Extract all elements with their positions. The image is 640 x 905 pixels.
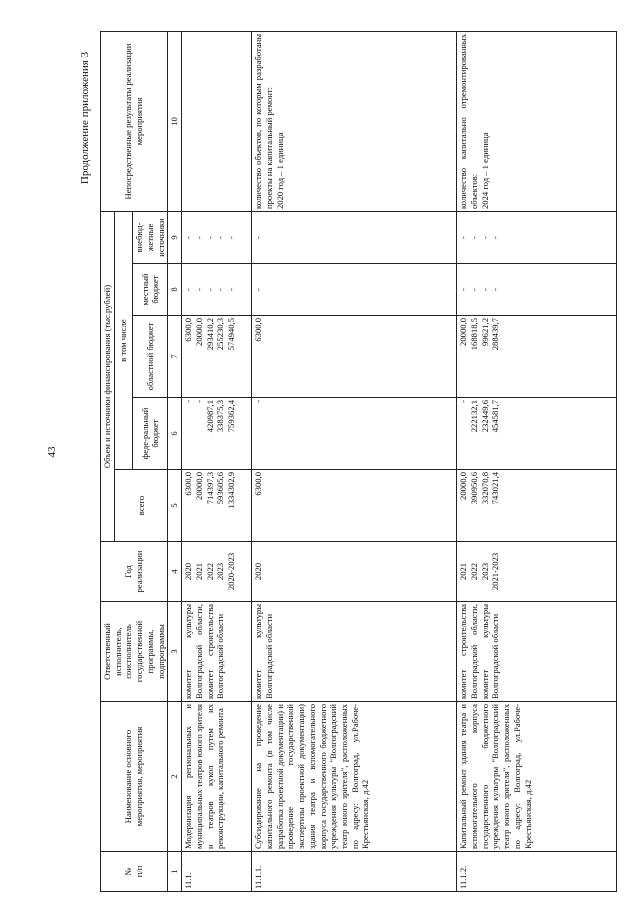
direct-results (182, 31, 252, 211)
implementation-years-value: 2021-2023 (490, 552, 501, 591)
funding-federal-value: 759362,4 (226, 400, 237, 433)
funding-total-value: 6300,0 (183, 472, 194, 496)
header-funding: Объем и источники финансирования (тыс.рублей) (101, 211, 115, 541)
implementation-years-value: 2021 (458, 562, 469, 581)
row-number: 11.1. (182, 852, 252, 892)
funding-local (252, 264, 457, 316)
funding-total-value: 1334302,9 (226, 472, 237, 509)
implementation-years-value: 2020 (183, 562, 194, 581)
funding-extra-value: - (193, 236, 204, 239)
header-executor: Ответственный исполнитель, соисполнитель государственной программы, подпрограммы (101, 602, 168, 702)
funding-total-value: 593605,6 (215, 472, 226, 505)
column-number-row (168, 31, 182, 891)
column-number-7: 7 (168, 316, 182, 398)
funding-extra-value: - (183, 236, 194, 239)
row-number: 11.1.2. (457, 852, 617, 892)
column-number-3: 3 (168, 602, 182, 702)
header-extra: внебюд-жетные источники (133, 211, 168, 263)
funding-federal-value: 338375,3 (215, 400, 226, 433)
funding-total-value: 743021,4 (490, 472, 501, 505)
implementation-years (252, 542, 457, 602)
column-number-9: 9 (168, 211, 182, 263)
funding-federal-value: 232449,6 (479, 400, 490, 433)
funding-total-value: 20000,0 (458, 472, 469, 500)
funding-regional-value: 6300,0 (253, 318, 264, 342)
funding-extra-value: - (479, 236, 490, 239)
table-row (457, 31, 617, 891)
financing-table (100, 31, 617, 892)
funding-regional-value: 168818,5 (468, 318, 479, 351)
funding-federal (252, 398, 457, 470)
responsible-executor: комитет культуры Волгоградской области, комитет строительства Волгоградской области (182, 602, 252, 702)
header-federal: феде-ральный бюджет (133, 398, 168, 470)
direct-results: количество капитально отремонтированных объектов: 2024 год – 1 единица (457, 31, 617, 211)
funding-federal-value: - (183, 400, 194, 403)
funding-regional-value: 20000,0 (193, 318, 204, 346)
funding-extra (252, 211, 457, 263)
column-number-6: 6 (168, 398, 182, 470)
funding-local-value: - (193, 288, 204, 291)
funding-total-value: 714397,3 (204, 472, 215, 505)
funding-federal-value: - (253, 400, 264, 403)
implementation-years-value: 2022 (204, 562, 215, 581)
measure-name: Субсидирование на проведение капитального ремонта (в том числе разработка проектной документации) и проведение государственной экспертизы проектной документации) здания театра и вспомогательного корпуса государственного бюджетного учреждения культуры "Волгоградский театр юного зрителя", расположенных по адресу: Волгоград, ул.Рабоче-Крестьянская, д.42 (252, 702, 457, 852)
funding-total (182, 470, 252, 542)
header-local: местный бюджет (133, 264, 168, 316)
funding-extra-value: - (458, 236, 469, 239)
column-number-1: 1 (168, 852, 182, 892)
funding-total-value: 390950,6 (468, 472, 479, 505)
funding-local-value: - (479, 288, 490, 291)
funding-local-value: - (458, 288, 469, 291)
funding-local-value: - (183, 288, 194, 291)
column-number-10: 10 (168, 31, 182, 211)
implementation-years-value: 2020 (253, 562, 264, 581)
funding-extra-value: - (215, 236, 226, 239)
funding-regional (252, 316, 457, 398)
header-incl: в том числе (114, 211, 132, 469)
implementation-years-value: 2023 (215, 562, 226, 581)
column-number-5: 5 (168, 470, 182, 542)
table-row (252, 31, 457, 891)
funding-federal-value: - (458, 400, 469, 403)
funding-regional-value: 6300,0 (183, 318, 194, 342)
funding-federal-value: 222132,1 (468, 400, 479, 433)
funding-federal-value: - (193, 400, 204, 403)
funding-local (182, 264, 252, 316)
funding-total-value: 6300,0 (253, 472, 264, 496)
funding-regional-value: 288439,7 (490, 318, 501, 351)
column-number-8: 8 (168, 264, 182, 316)
header-results: Непосредственные результаты реализации мероприятия (101, 31, 168, 211)
table-row (182, 31, 252, 891)
funding-extra-value: - (468, 236, 479, 239)
responsible-executor: комитет культуры Волгоградской области (252, 602, 457, 702)
funding-local-value: - (226, 288, 237, 291)
row-number: 11.1.1. (252, 852, 457, 892)
page-number: 43 (46, 446, 58, 458)
funding-local-value: - (490, 288, 501, 291)
funding-regional-value: 20000,0 (458, 318, 469, 346)
funding-federal-value: 420987,1 (204, 400, 215, 433)
funding-extra-value: - (204, 236, 215, 239)
funding-local-value: - (204, 288, 215, 291)
header-name: Наименование основного мероприятия, мероприятия (101, 702, 168, 852)
funding-extra (457, 211, 617, 263)
rotated-table-sheet (100, 32, 640, 892)
funding-regional (457, 316, 617, 398)
column-number-2: 2 (168, 702, 182, 852)
funding-regional (182, 316, 252, 398)
implementation-years-value: 2022 (468, 562, 479, 581)
header-year: Год реализации (101, 542, 168, 602)
implementation-years-value: 2021 (193, 562, 204, 581)
implementation-years-value: 2020-2023 (226, 552, 237, 591)
implementation-years (182, 542, 252, 602)
funding-total (457, 470, 617, 542)
funding-extra-value: - (253, 236, 264, 239)
measure-name: Капитальный ремонт здания театра и вспомогательного корпуса государственного бюджетного учреждения культуры "Волгоградский театр юного зрителя", расположенных по адресу: Волгоград, ул.Рабоче-Крестьянская, д.42 (457, 702, 617, 852)
funding-extra-value: - (226, 236, 237, 239)
column-number-4: 4 (168, 542, 182, 602)
funding-regional-value: 293410,2 (204, 318, 215, 351)
funding-federal (182, 398, 252, 470)
funding-total (252, 470, 457, 542)
implementation-years (457, 542, 617, 602)
header-row-1 (101, 31, 115, 891)
funding-total-value: 332070,8 (479, 472, 490, 505)
funding-local (457, 264, 617, 316)
funding-federal-value: 454581,7 (490, 400, 501, 433)
appendix-continuation-label: Продолжение приложения 3 (79, 51, 91, 185)
measure-name: Модернизация региональных и муниципальных театров юного зрителя и театров кукол путем их реконструкции, капитального ремонта (182, 702, 252, 852)
direct-results: количество объектов, по которым разработаны проекты на капитальный ремонт: 2020 год – 1 единица (252, 31, 457, 211)
funding-extra-value: - (490, 236, 501, 239)
header-no: № п/п (101, 852, 168, 892)
funding-extra (182, 211, 252, 263)
header-regional: областной бюджет (133, 316, 168, 398)
funding-local-value: - (253, 288, 264, 291)
funding-regional-value: 255230,3 (215, 318, 226, 351)
funding-regional-value: 574940,5 (226, 318, 237, 351)
table-body (182, 31, 617, 891)
funding-local-value: - (468, 288, 479, 291)
implementation-years-value: 2023 (479, 562, 490, 581)
funding-federal (457, 398, 617, 470)
responsible-executor: комитет строительства Волгоградской области, комитет культуры Волгоградской области (457, 602, 617, 702)
header-total: всего (114, 470, 168, 542)
funding-local-value: - (215, 288, 226, 291)
funding-total-value: 20000,0 (193, 472, 204, 500)
funding-regional-value: 99621,2 (479, 318, 490, 346)
